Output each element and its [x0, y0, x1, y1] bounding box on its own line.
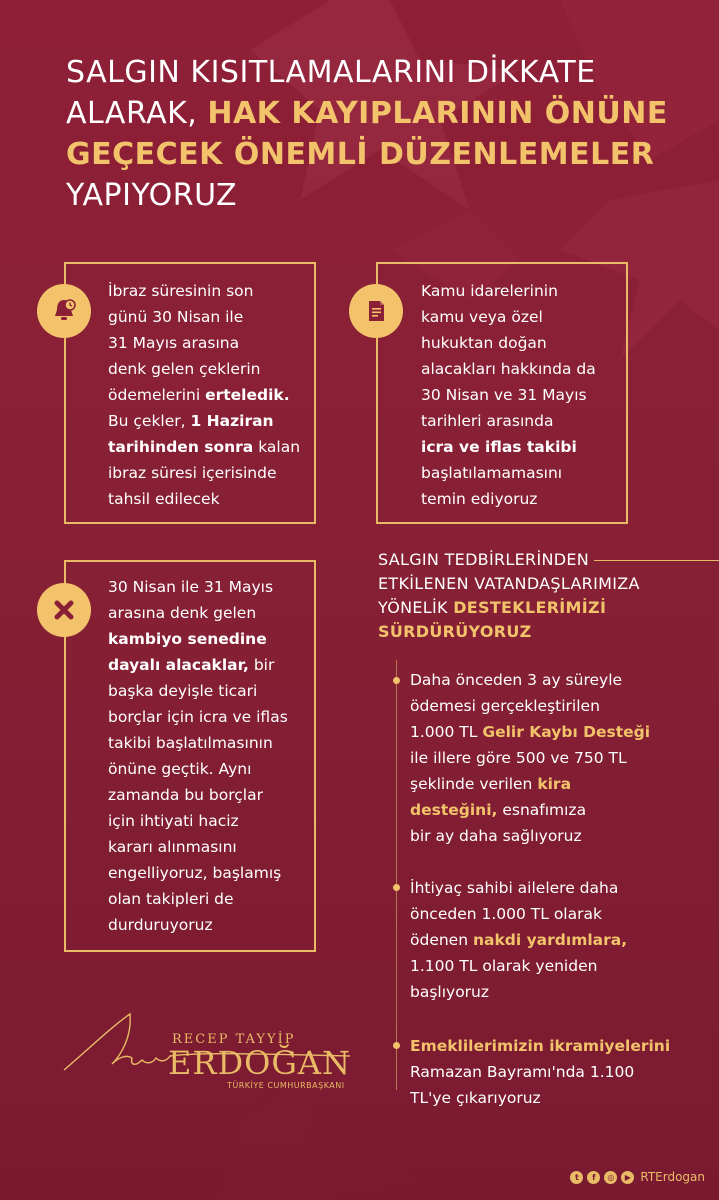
bills-of-exchange-text: 30 Nisan ile 31 Mayıs arasına denk gelen kambiyo senedine dayalı alacaklar, bir başka deyişle ticari borçlar için icra ve iflas takibi başlatılmasının önüne geçtik. Aynı zamanda bu borçlar için ihtiyati haciz kararı alınmasını engelliyoruz, başlamış olan takipleri de durduruyoruz	[108, 578, 288, 934]
title-line-2: ALARAK, HAK KAYIPLARININ ÖNÜNE	[66, 96, 668, 131]
social-links	[570, 1170, 705, 1184]
cheques-text: İbraz süresinin son günü 30 Nisan ile 31 Mayıs arasına denk gelen çeklerin ödemelerini erteledik. Bu çekler, 1 Haziran tarihinden sonra kalan ibraz süresi içerisinde tahsil edilecek	[108, 282, 301, 508]
bullet-dot	[393, 677, 400, 684]
bullet-cash-aid: İhtiyaç sahibi ailelere daha önceden 1.000 TL olarak ödenen nakdi yardımlara, 1.100 TL olarak yeniden başlıyoruz	[410, 879, 628, 1001]
bullet-retiree-bonus: Emeklilerimizin ikramiyelerini Ramazan Bayramı'nda 1.100 TL'ye çıkarıyoruz	[410, 1037, 671, 1107]
bullet-dot	[393, 884, 400, 891]
support-section-title: SALGIN TEDBİRLERİNDEN ETKİLENEN VATANDAŞLARIMIZA YÖNELİK DESTEKLERİMİZİ SÜRDÜRÜYORUZ	[378, 550, 640, 641]
twitter-icon[interactable]: t	[570, 1171, 583, 1184]
signature-role: TÜRKİYE CUMHURBAŞKANI	[227, 1081, 345, 1090]
title-divider	[594, 560, 719, 561]
cross-icon	[37, 583, 91, 637]
title-line-1: SALGIN KISITLAMALARINI DİKKATE	[66, 55, 596, 90]
bell-clock-icon	[37, 284, 91, 338]
bullet-income-support: Daha önceden 3 ay süreyle ödemesi gerçekleştirilen 1.000 TL Gelir Kaybı Desteği ile illere göre 500 ve 750 TL şeklinde verilen kira desteğini, esnafımıza bir ay daha sağlıyoruz	[410, 671, 651, 845]
timeline-line	[396, 660, 397, 1090]
youtube-icon[interactable]: ▶	[621, 1171, 634, 1184]
public-receivables-text: Kamu idarelerinin kamu veya özel hukuktan doğan alacakları hakkında da 30 Nisan ve 31 Mayıs tarihleri arasında icra ve iflas takibi başlatılamamasını temin ediyoruz	[421, 282, 596, 508]
title-highlight-2: GEÇECEK ÖNEMLİ DÜZENLEMELER	[66, 137, 655, 172]
document-icon	[349, 284, 403, 338]
page-title	[66, 52, 686, 216]
title-line-4: YAPIYORUZ	[66, 178, 238, 213]
signature-last-name: ERDOĞAN	[168, 1044, 352, 1082]
signature-first-name: RECEP TAYYİP	[172, 1032, 296, 1047]
facebook-icon[interactable]: f	[587, 1171, 600, 1184]
bullet-dot	[393, 1042, 400, 1049]
instagram-icon[interactable]: ◎	[604, 1171, 617, 1184]
title-highlight-1: HAK KAYIPLARININ ÖNÜNE	[207, 96, 668, 131]
social-handle[interactable]: RTErdogan	[640, 1170, 705, 1184]
